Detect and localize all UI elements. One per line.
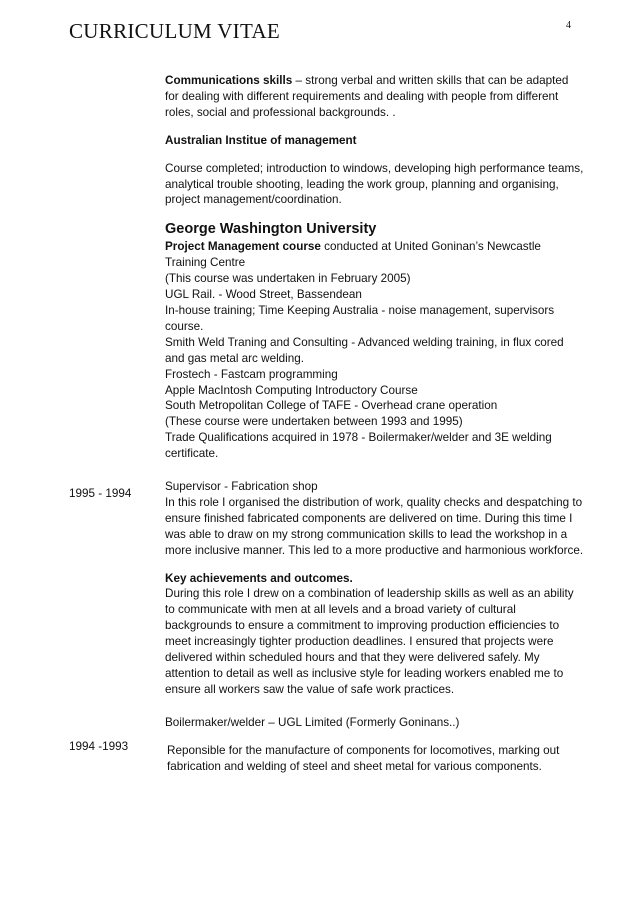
- training-line: Apple MacIntosh Computing Introductory Course: [165, 383, 418, 397]
- pm-course-label: Project Management course: [165, 240, 321, 254]
- aim-text: Course completed; introduction to windows, developing high performance teams, analytical trouble shooting, leading the work group, planning and organising, project management/coordination.: [165, 161, 584, 207]
- job1-description: In this role I organised the distribution of work, quality checks and despatching to ensure finished fabricated components are delivered on time. During this time I was able to draw on my strong communication skills to lead the workshop in a more inclusive manner. This led to a more productive and harmonious workforce.: [165, 495, 584, 557]
- pm-course-paragraph: [165, 239, 585, 271]
- gwu-heading: George Washington University: [165, 221, 377, 238]
- training-line: South Metropolitan College of TAFE - Overhead crane operation: [165, 399, 498, 413]
- achievements-text: During this role I drew on a combination of leadership skills as well as an ability to communicate with men at all levels and a broad variety of cultural backgrounds to ensure a commitment to improving production efficiencies to meet increasingly tighter production deadlines. I ensured that projects were delivered within scheduled hours and that they were delivered safely. My attention to detail as well as inclusive style for leading workers enabled me to ensure all workers saw the value of safe work practices.: [165, 587, 574, 696]
- job-date-1: 1995 - 1994: [69, 487, 132, 500]
- training-line: UGL Rail. - Wood Street, Bassendean: [165, 288, 362, 302]
- job2-title: Boilermaker/welder – UGL Limited (Formerly Goninans..): [165, 715, 460, 729]
- aim-heading: Australian Institue of management: [165, 133, 357, 147]
- job1-title: Supervisor - Fabrication shop: [165, 480, 318, 494]
- job2-description: Reponsible for the manufacture of components for locomotives, marking out fabrication and welding of steel and sheet metal for various components.: [167, 743, 560, 773]
- pm-course-text: conducted at United Goninan’s Newcastle Training Centre: [165, 240, 541, 270]
- training-line: (These course were undertaken between 1993 and 1995): [165, 415, 463, 429]
- training-line: In-house training; Time Keeping Australia - noise management, supervisors course.: [165, 303, 555, 333]
- training-line: Smith Weld Traning and Consulting - Advanced welding training, in flux cored and gas metal arc welding.: [165, 335, 564, 365]
- training-line: (This course was undertaken in February 2005): [165, 272, 411, 286]
- job-date-2: 1994 -1993: [69, 740, 129, 753]
- achievements-heading: Key achievements and outcomes.: [165, 571, 353, 585]
- communications-label: Communications skills: [165, 74, 293, 87]
- cv-content: [165, 73, 585, 775]
- communications-paragraph: [165, 73, 585, 121]
- communications-text: – strong verbal and written skills that can be adapted for dealing with different requirements and dealing with people from different roles, social and professional backgrounds. .: [165, 74, 569, 119]
- training-line: Frostech - Fastcam programming: [165, 367, 338, 381]
- training-line: Trade Qualifications acquired in 1978 - Boilermaker/welder and 3E welding certificate.: [165, 431, 552, 461]
- page-number: 4: [566, 20, 571, 31]
- page-title: CURRICULUM VITAE: [69, 19, 280, 43]
